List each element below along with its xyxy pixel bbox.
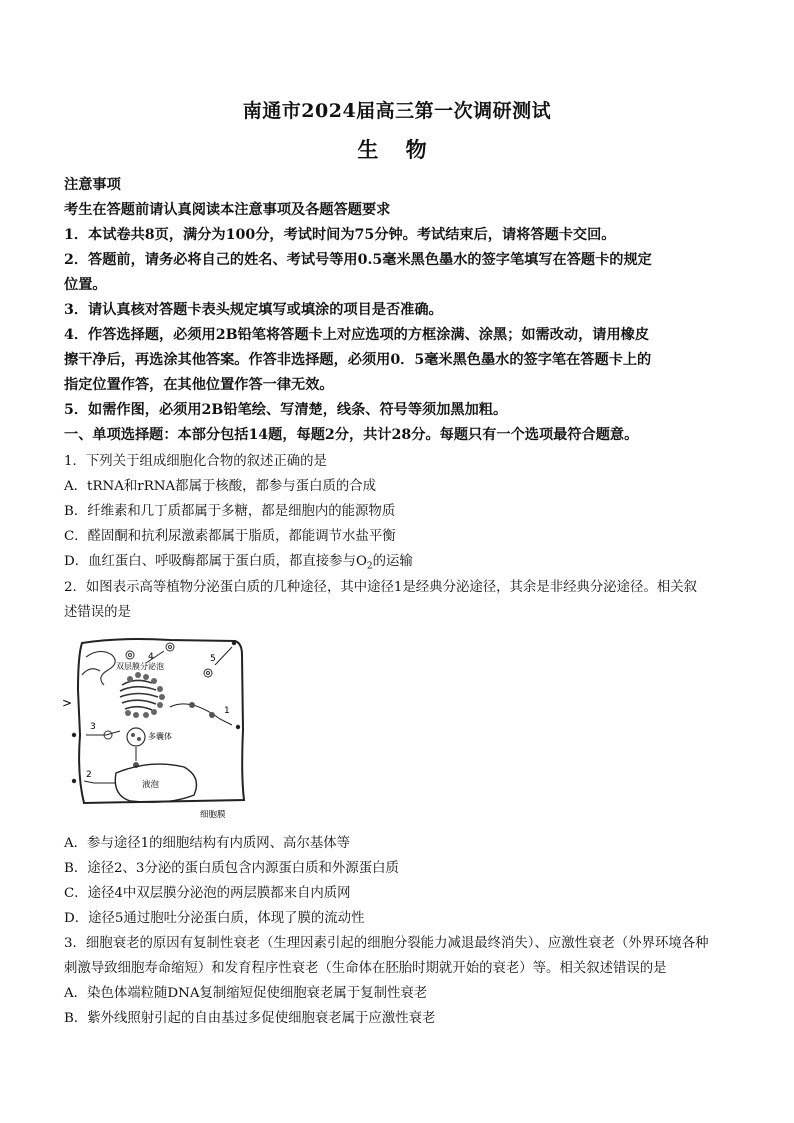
- question-3-option-a: A．染色体端粒随DNA复制缩短促使细胞衰老属于复制性衰老: [64, 986, 428, 1001]
- secreted-protein-dot: [72, 779, 76, 783]
- pathway-number: 5: [210, 654, 216, 664]
- notice-item: 4．作答选择题，必须用2B铅笔将答题卡上对应选项的方框涂满、涂黑；如需改动，请用橡皮: [64, 327, 650, 343]
- question-3-stem-cont: 刺激导致细胞寿命缩短）和发育程序性衰老（生命体在胚胎时期就开始的衰老）等。相关叙述错误的是: [64, 961, 667, 976]
- question-2-option-c: C．途径4中双层膜分泌泡的两层膜都来自内质网: [64, 886, 351, 901]
- question-2-option-a: A．参与途径1的细胞结构有内质网、高尔基体等: [64, 836, 351, 851]
- vesicle-cluster-icon: [125, 672, 165, 718]
- question-3-stem: 3．细胞衰老的原因有复制性衰老（生理因素引起的细胞分裂能力减退最终消失）、应激性衰老（外界环境各种: [64, 936, 709, 951]
- secreted-protein-dot: [236, 725, 240, 729]
- question-2-stem-cont: 述错误的是: [64, 605, 131, 620]
- label-multivesicular-body: 多囊体: [148, 732, 172, 741]
- notice-item: 5．如需作图，必须用2B铅笔绘、写清楚，线条、符号等须加黑加粗。: [64, 402, 508, 418]
- question-1-stem: 1．下列关于组成细胞化合物的叙述正确的是: [64, 454, 327, 469]
- question-1-option-a: A．tRNA和rRNA都属于核酸，都参与蛋白质的合成: [64, 479, 377, 494]
- notice-item: 指定位置作答，在其他位置作答一律无效。: [64, 377, 334, 393]
- notice-item: 1．本试卷共8页，满分为100分，考试时间为75分钟。考试结束后，请将答题卡交回。: [64, 227, 616, 243]
- er-fold: [82, 669, 100, 675]
- question-2-option-d: D．途径5通过胞吐分泌蛋白质，体现了膜的流动性: [64, 911, 365, 926]
- subject-title: 生 物: [357, 137, 437, 162]
- pathway-2-arrow: [84, 781, 116, 783]
- pathway-5-arrow: [215, 647, 232, 665]
- golgi-icon: [120, 680, 158, 710]
- question-1-option-d: D．血红蛋白、呼吸酶都属于蛋白质，都直接参与$O_2$的运输: [64, 554, 413, 572]
- er-icon: [86, 651, 115, 685]
- pathway-number: 3: [90, 722, 96, 732]
- section-heading: 一、单项选择题：本部分包括14题，每题2分，共计28分。每题只有一个选项最符合题意。: [64, 427, 639, 443]
- label-cell-membrane: 细胞膜: [200, 810, 226, 820]
- secreted-protein-dot: [72, 733, 76, 737]
- notice-item: 擦干净后，再选涂其他答案。作答非选择题，必须用0．5毫米黑色墨水的签字笔在答题卡上的: [64, 352, 652, 368]
- side-mark: >: [62, 696, 73, 710]
- question-1-option-b: B．纤维素和几丁质都属于多糖，都是细胞内的能源物质: [64, 504, 396, 519]
- question-2-stem: 2．如图表示高等植物分泌蛋白质的几种途径，其中途径1是经典分泌途径，其余是非经典分泌途径。相关叙: [64, 580, 698, 595]
- secreted-protein-dot: [232, 641, 236, 645]
- pathway-1-arrow: [170, 704, 232, 725]
- notice-item: 3．请认真核对答题卡表头规定填写或填涂的项目是否准确。: [64, 302, 443, 318]
- notice-intro: 考生在答题前请认真阅读本注意事项及各题答题要求: [64, 202, 391, 218]
- mvb-dot: [137, 737, 141, 741]
- multivesicular-body-icon: [127, 728, 145, 746]
- vesicle-dot: [209, 712, 215, 718]
- pathway-number: 4: [148, 652, 154, 662]
- notice-item: 2．答题前，请务必将自己的姓名、考试号等用0.5毫米黑色墨水的签字笔填写在答题卡的规定: [64, 252, 652, 268]
- pathway-number: 1: [224, 706, 230, 716]
- question-2-option-b: B．途径2、3分泌的蛋白质包含内源蛋白质和外源蛋白质: [64, 861, 399, 876]
- question-3-option-b: B．紫外线照射引起的自由基过多促使细胞衰老属于应激性衰老: [64, 1011, 436, 1026]
- notice-heading: 注意事项: [64, 177, 121, 193]
- mvb-dot: [131, 733, 135, 737]
- label-double-membrane-vesicle: 双层膜分泌泡: [116, 662, 164, 671]
- exam-title: 南通市2024届高三第一次调研测试: [242, 100, 552, 122]
- label-vacuole: 液泡: [142, 780, 160, 790]
- cell-secretion-diagram: [60, 635, 270, 821]
- double-membrane-vesicle-icon: [126, 643, 212, 677]
- vesicle-dot: [189, 702, 195, 708]
- notice-item: 位置。: [64, 277, 107, 293]
- pathway-number: 2: [86, 770, 92, 780]
- question-1-option-c: C．醛固酮和抗利尿激素都属于脂质，都能调节水盐平衡: [64, 529, 396, 544]
